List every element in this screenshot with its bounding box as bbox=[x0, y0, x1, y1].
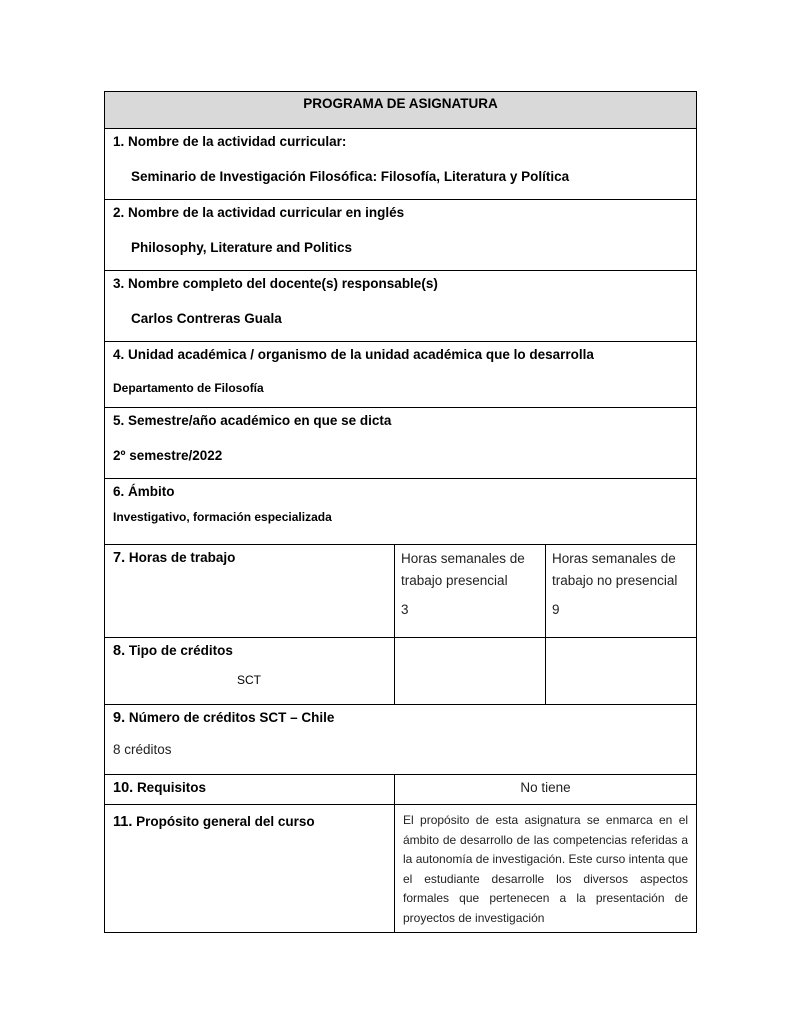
header-row bbox=[105, 92, 697, 129]
page-title: PROGRAMA DE ASIGNATURA bbox=[105, 92, 697, 129]
section-1-value: Seminario de Investigación Filosófica: Filosofía, Literatura y Política bbox=[131, 169, 570, 184]
section-11-label: Propósito general del curso bbox=[136, 814, 315, 829]
section-7-row bbox=[105, 545, 697, 638]
section-11-row bbox=[105, 805, 697, 933]
course-purpose-text: El propósito de esta asignatura se enmarca en el ámbito de desarrollo de las competencias referidas a la autonomía de investigación. Este curso intenta que el estudiante desarrolle los diversos aspectos formales que pertenecen a la presentación de proyectos de investigación bbox=[403, 813, 689, 925]
section-9-number: 9. bbox=[113, 710, 126, 726]
section-1-row bbox=[105, 129, 697, 200]
section-9-row bbox=[105, 705, 697, 775]
presential-hours-value: 3 bbox=[401, 602, 409, 617]
course-program-table bbox=[104, 91, 697, 933]
section-10-number: 10. bbox=[113, 780, 134, 796]
section-5-title: 5. Semestre/año académico en que se dicta bbox=[113, 413, 392, 428]
section-7-title bbox=[105, 545, 394, 566]
section-10-label: Requisitos bbox=[136, 780, 206, 795]
section-2-value: Philosophy, Literature and Politics bbox=[131, 240, 353, 255]
section-11-number: 11. bbox=[113, 814, 133, 830]
non-presential-hours-value: 9 bbox=[552, 602, 560, 617]
requirements-value: No tiene bbox=[520, 780, 571, 795]
credit-type-empty-cell-1 bbox=[395, 638, 546, 705]
section-8-title bbox=[105, 638, 394, 659]
section-6-title: 6. Ámbito bbox=[113, 484, 175, 499]
section-4-title: 4. Unidad académica / organismo de la unidad académica que lo desarrolla bbox=[113, 347, 594, 362]
section-6-value: Investigativo, formación especializada bbox=[113, 510, 332, 524]
section-5-value: 2º semestre/2022 bbox=[113, 448, 223, 463]
section-8-row bbox=[105, 638, 697, 705]
section-10-title bbox=[105, 775, 394, 796]
section-7-number: 7. bbox=[113, 550, 126, 566]
credit-type-empty-cell-2 bbox=[546, 638, 697, 705]
section-10-row bbox=[105, 775, 697, 805]
section-7-label: Horas de trabajo bbox=[128, 550, 236, 565]
section-4-value: Departamento de Filosofía bbox=[113, 381, 264, 395]
section-1-title: 1. Nombre de la actividad curricular: bbox=[113, 134, 347, 149]
non-presential-hours-label: Horas semanales de trabajo no presencial bbox=[552, 551, 678, 588]
presential-hours-label: Horas semanales de trabajo presencial bbox=[401, 551, 525, 588]
credits-number-value: 8 créditos bbox=[113, 742, 172, 757]
section-2-title: 2. Nombre de la actividad curricular en inglés bbox=[113, 205, 405, 220]
section-3-title: 3. Nombre completo del docente(s) responsable(s) bbox=[113, 276, 438, 291]
section-9-label: Número de créditos SCT – Chile bbox=[128, 710, 335, 725]
section-11-title bbox=[105, 805, 394, 830]
section-8-label: Tipo de créditos bbox=[128, 643, 233, 658]
section-8-number: 8. bbox=[113, 643, 126, 659]
section-6-row bbox=[105, 479, 697, 545]
section-5-row bbox=[105, 408, 697, 479]
section-3-value: Carlos Contreras Guala bbox=[131, 311, 282, 326]
section-4-row bbox=[105, 342, 697, 408]
section-9-title bbox=[105, 705, 696, 726]
section-2-row bbox=[105, 200, 697, 271]
credit-type-value: SCT bbox=[237, 673, 261, 687]
section-3-row bbox=[105, 271, 697, 342]
